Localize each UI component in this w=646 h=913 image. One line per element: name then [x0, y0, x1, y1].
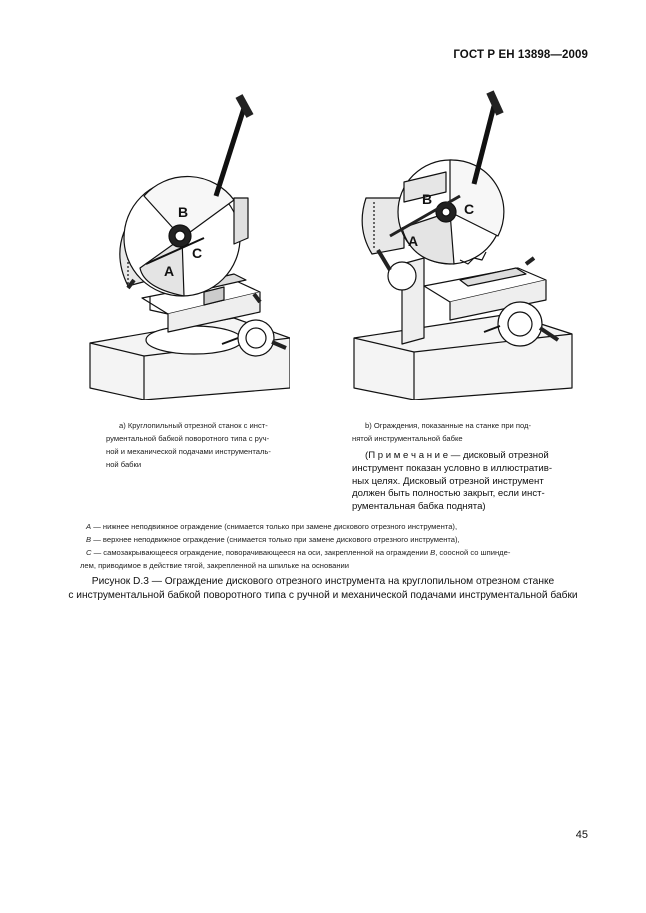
figure-a-caption [106, 419, 292, 471]
note-text: — дисковый отрезной [450, 450, 549, 461]
figure-b-label-a: A [408, 233, 419, 249]
legend-item-a [80, 520, 590, 533]
legend-letter: B [430, 548, 436, 557]
figure-title-line: с инструментальной бабкой поворотного типа с ручной и механической подачами инструментальной бабки [68, 590, 578, 601]
legend-letter: B [86, 535, 92, 544]
legend-letter: A [86, 522, 92, 531]
legend-item-c [80, 546, 590, 559]
legend-text: , соосной со шпинде- [435, 548, 511, 557]
figure-b-caption [352, 419, 574, 445]
note-line: инструмент показан условно в иллюстратив- [352, 462, 553, 474]
legend-item-c-continued [80, 559, 590, 572]
figure-a-drawing [84, 88, 290, 400]
figure-b-label-c: C [464, 201, 475, 217]
note-line: рументальная бабка поднята) [352, 501, 486, 513]
note-open-paren: ( [365, 450, 369, 461]
figure-b-caption-line: нятой инструментальной бабке [352, 434, 463, 443]
figure-b-label-b: B [422, 191, 433, 207]
figure-b-note [352, 450, 574, 514]
legend-text: — самозакрывающееся ограждение, поворачивающееся на оси, закрепленной на ограждении [91, 548, 431, 557]
figure-a-caption-line: рументальной бабкой поворотного типа с руч- [106, 434, 270, 443]
figure-a-caption-line: ной и механической подачами инструменталь- [106, 447, 271, 456]
note-line: должен быть полностью закрыт, если инст- [352, 488, 545, 500]
note-label: П р и м е ч а н и е [368, 450, 449, 461]
legend-text: лем, приводимое в действие тягой, закрепленной на шпильке на основании [80, 561, 350, 570]
legend-text: — нижнее неподвижное ограждение (снимается только при замене дискового отрезного инструмента), [91, 522, 458, 531]
note-line: ных целях. Дисковый отрезной инструмент [352, 475, 544, 487]
figure-b-caption-line: b) Ограждения, показанные на станке при под- [365, 421, 532, 430]
figure-a-caption-line: a) Круглопильный отрезной станок с инст- [119, 421, 268, 430]
figure-b-drawing [350, 88, 576, 400]
page-number: 45 [575, 829, 588, 841]
note-first-line [352, 450, 574, 463]
figure-a-label-a: A [164, 263, 175, 279]
figure-a-caption-line: ной бабки [106, 460, 142, 469]
figure-title [40, 575, 606, 603]
figure-a-label-c: C [192, 245, 203, 261]
legend-text: — верхнее неподвижное ограждение (снимается только при замене дискового отрезного инструмента), [91, 535, 460, 544]
figure-a-label-b: B [178, 204, 189, 220]
legend-item-b [80, 533, 590, 546]
legend [80, 520, 590, 572]
figure-title-line: Рисунок D.3 — Ограждение дискового отрезного инструмента на круглопильном отрезном станке [91, 576, 555, 587]
legend-letter: C [86, 548, 92, 557]
standard-number: ГОСТ Р ЕН 13898—2009 [453, 49, 588, 61]
